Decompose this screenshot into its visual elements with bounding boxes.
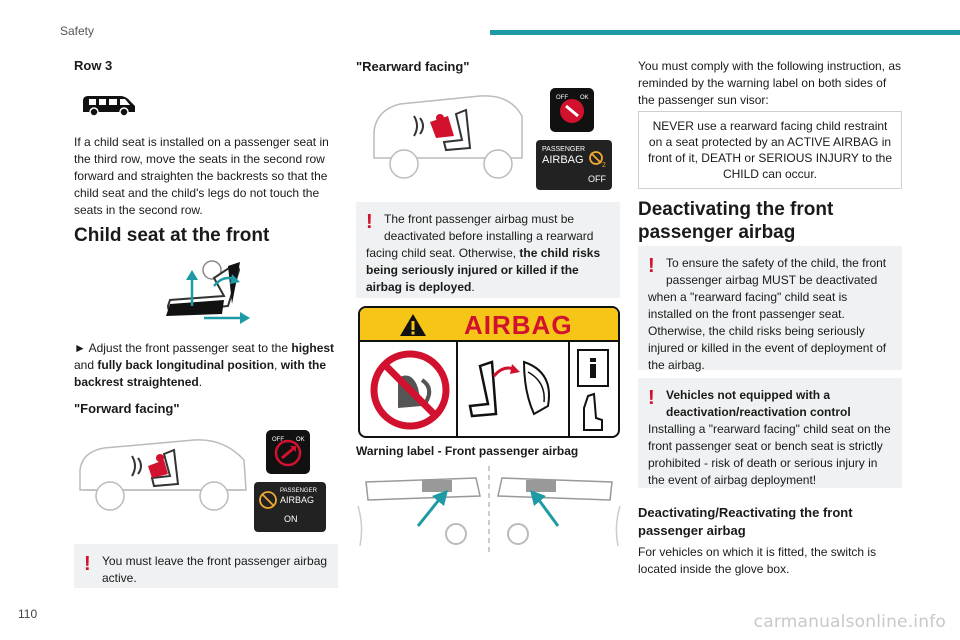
deactivate-heading: Deactivating the front passenger airbag	[638, 199, 834, 243]
car-rearward-seat-illustration	[370, 88, 526, 184]
warning-exclamation-icon: !	[648, 387, 655, 409]
row3-text: If a child seat is installed on a passenger seat in the third row, move the seats in the second row forward and straighten the backrests so that the child seat and the child's legs do not touch the seats in the second row.	[74, 135, 329, 217]
switch-heading: Deactivating/Reactivating the front passenger airbag	[638, 505, 853, 538]
no-rearward-seat-icon	[368, 348, 452, 432]
car-forward-seat-illustration	[74, 430, 252, 516]
airbag-label-banner: AIRBAG	[360, 308, 618, 342]
airbag-passenger-icon	[588, 148, 608, 168]
svg-text:OFF: OFF	[556, 95, 568, 101]
watermark: carmanualsonline.info	[753, 612, 946, 632]
read-manual-icon	[574, 348, 614, 434]
bullet-arrow-icon: ►	[74, 341, 86, 355]
airbag-on-symbol-icon	[266, 430, 310, 474]
warning-exclamation-icon: !	[84, 553, 91, 575]
airbag-on-indicator: PASSENGER AIRBAG ON	[254, 482, 326, 532]
airbag-off-symbol-icon	[550, 88, 594, 132]
visor-intro-text: You must comply with the following instruction, as reminded by the warning label on both sides of the passenger sun visor:	[638, 59, 902, 107]
airbag-off-indicator: PASSENGER AIRBAG 2 OFF	[536, 140, 612, 190]
warning-triangle-icon	[398, 312, 428, 338]
no-control-warning: ! Vehicles not equipped with a deactivation/reactivation control Installing a "rearward facing" child seat on the front passenger seat or bench seat is strictly prohibited - risk of death or serious injury in the event of airbag deployment!	[638, 378, 902, 488]
forward-facing-warning: ! You must leave the front passenger airbag active.	[74, 544, 338, 588]
airbag-prohibit-icon	[258, 490, 278, 510]
svg-text:OK: OK	[296, 437, 305, 443]
header-accent-bar	[490, 30, 960, 35]
rearward-facing-warning: ! The front passenger airbag must be deactivated before installing a rearward facing child seat. Otherwise, the child risks being seriously injured or killed if the airbag is deployed.	[356, 202, 620, 298]
van-side-icon	[80, 92, 138, 118]
airbag-deploy-illustration	[464, 352, 564, 432]
warning-exclamation-icon: !	[648, 255, 655, 277]
sun-visor-notice: NEVER use a rearward facing child restraint on a seat protected by an ACTIVE AIRBAG in front of it, DEATH or SERIOUS INJURY to the CHILD can occur.	[638, 111, 902, 189]
warning-exclamation-icon: !	[366, 211, 373, 233]
seat-adjust-illustration	[144, 256, 254, 328]
page-number: 110	[18, 607, 38, 621]
row3-heading: Row 3	[74, 58, 113, 73]
svg-text:OK: OK	[580, 95, 589, 101]
rearward-facing-heading: "Rearward facing"	[356, 59, 470, 74]
deactivate-warning: ! To ensure the safety of the child, the front passenger airbag MUST be deactivated when a "rearward facing" child seat is installed on the front passenger seat. Otherwise, the child risks being seriously injured or killed in the event of deployment of the airbag.	[638, 246, 902, 370]
child-seat-front-heading: Child seat at the front	[74, 225, 270, 246]
warning-label-caption: Warning label - Front passenger airbag	[356, 444, 579, 458]
svg-text:2: 2	[602, 162, 606, 168]
svg-text:OFF: OFF	[272, 437, 284, 443]
sun-visor-label-illustration	[356, 466, 622, 556]
adjust-instruction: ► Adjust the front passenger seat to the highest and fully back longitudinal position, with the backrest straightened.	[74, 341, 335, 389]
section-title: Safety	[60, 24, 95, 38]
airbag-warning-label	[358, 306, 620, 438]
switch-location-text: For vehicles on which it is fitted, the switch is located inside the glove box.	[638, 545, 877, 576]
forward-facing-heading: "Forward facing"	[74, 401, 180, 416]
